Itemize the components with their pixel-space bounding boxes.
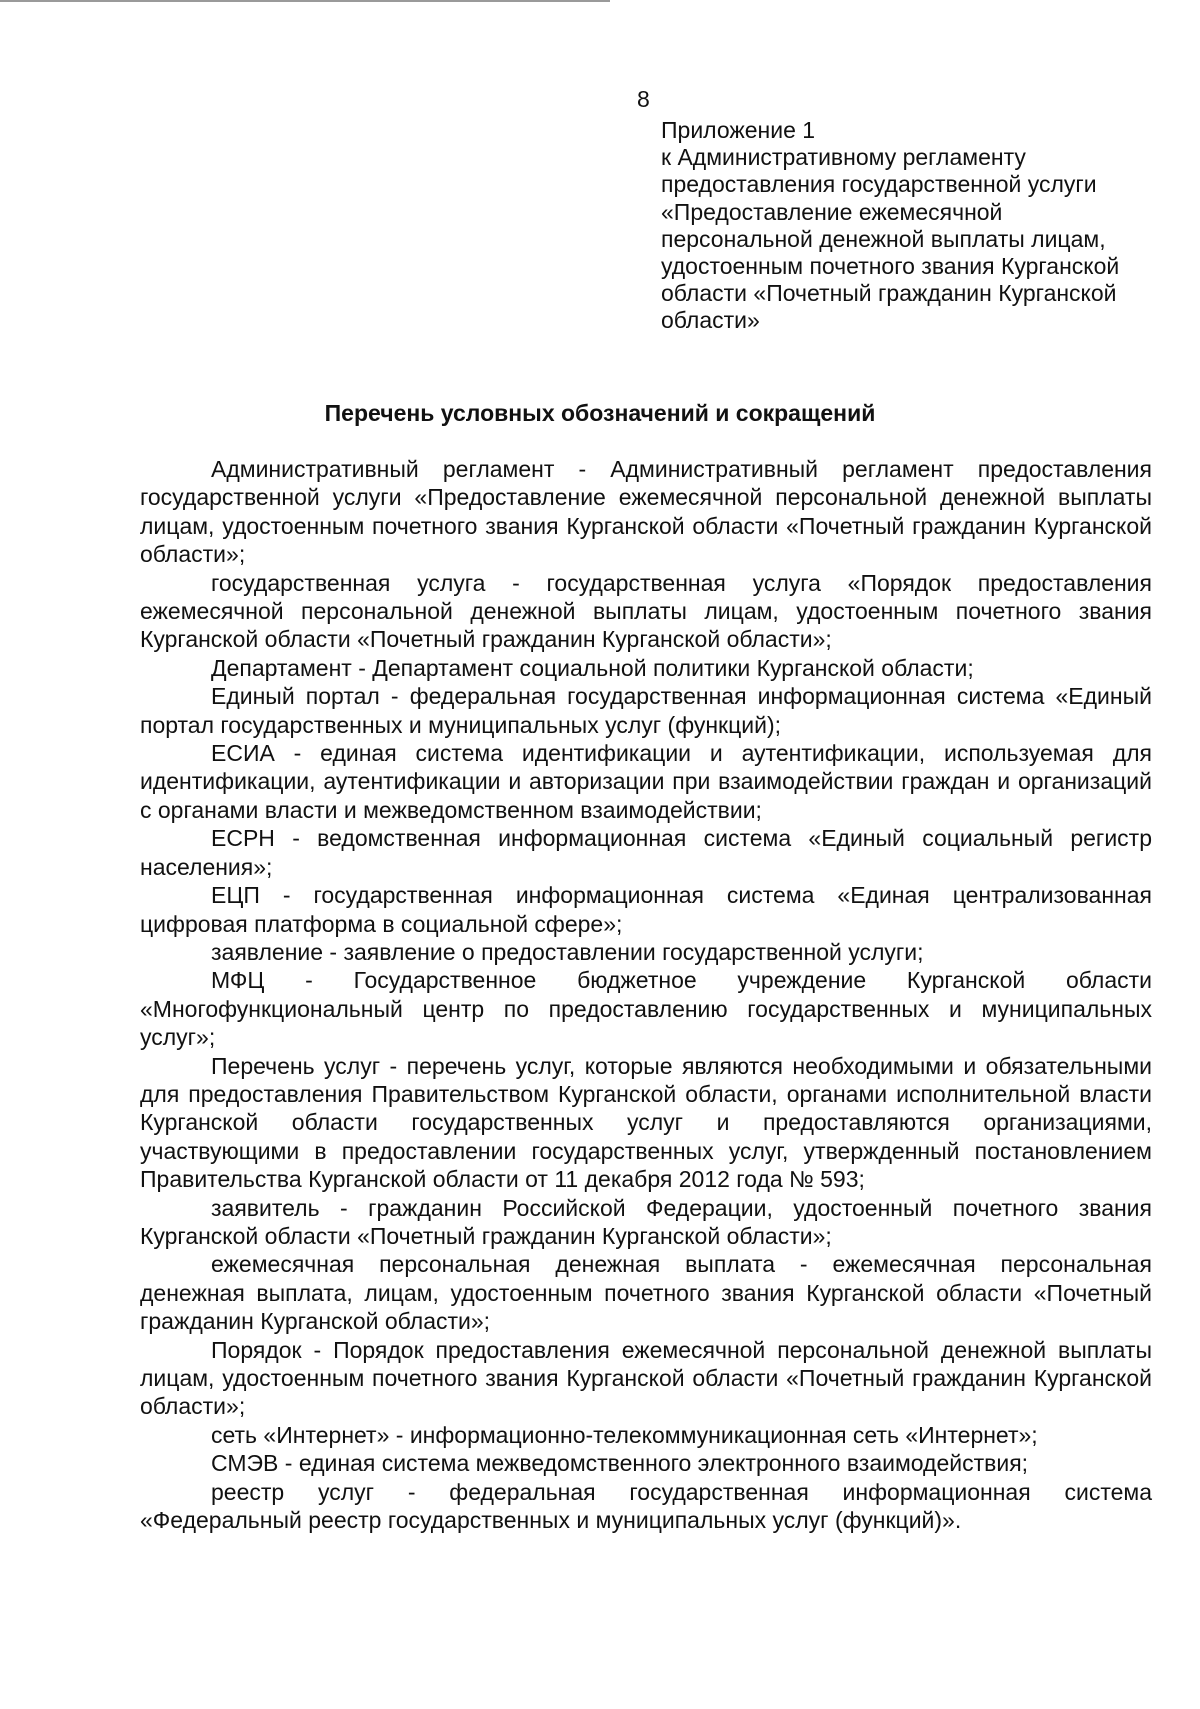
abbreviation-entry: Административный регламент - Административный регламент предоставления государственной услуги «Предоставление ежемесячной персональной денежной выплаты лицам, удостоенным почетного звания Курганской области «Почетный гражданин Курганской области»; (140, 456, 1152, 568)
appendix-line: «Предоставление ежемесячной (661, 198, 1003, 225)
appendix-header (661, 117, 1161, 335)
abbreviation-entry: Порядок - Порядок предоставления ежемесячной персональной денежной выплаты лицам, удостоенным почетного звания Курганской области «Почетный гражданин Курганской области»; (140, 1336, 1152, 1420)
abbreviation-entry: заявление - заявление о предоставлении государственной услуги; (211, 938, 924, 965)
abbreviation-entry: ежемесячная персональная денежная выплата - ежемесячная персональная денежная выплата, лицам, удостоенным почетного звания Курганской области «Почетный гражданин Курганской области»; (140, 1251, 1152, 1335)
abbreviation-entry: ЕСРН - ведомственная информационная система «Единый социальный регистр населения»; (140, 825, 1152, 880)
abbreviation-entry: МФЦ - Государственное бюджетное учреждение Курганской области «Многофункциональный центр по предоставлению государственных и муниципальных услуг»; (140, 967, 1152, 1051)
scan-edge-line (0, 0, 610, 2)
abbreviation-entry: заявитель - гражданин Российской Федерации, удостоенный почетного звания Курганской области «Почетный гражданин Курганской области»; (140, 1194, 1152, 1249)
appendix-line: персональной денежной выплаты лицам, (661, 225, 1106, 252)
abbreviation-entry: ЕЦП - государственная информационная система «Единая централизованная цифровая платформа в социальной сфере»; (140, 882, 1152, 937)
abbreviations-list (140, 455, 1152, 1534)
appendix-line: области» (661, 307, 760, 334)
abbreviation-entry: государственная услуга - государственная услуга «Порядок предоставления ежемесячной персональной денежной выплаты лицам, удостоенным почетного звания Курганской области «Почетный гражданин Курганской области»; (140, 569, 1152, 653)
abbreviation-entry: Перечень услуг - перечень услуг, которые являются необходимыми и обязательными для предоставления Правительством Курганской области, органами исполнительной власти Курганской области государственных услуг и предоставляются организациями, участвующими в предоставлении государственных услуг, утвержденный постановлением Правительства Курганской области от 11 декабря 2012 года № 593; (140, 1052, 1152, 1193)
appendix-line: области «Почетный гражданин Курганской (661, 280, 1117, 307)
appendix-line: Приложение 1 (661, 117, 816, 143)
appendix-line: удостоенным почетного звания Курганской (661, 253, 1120, 280)
abbreviation-entry: Департамент - Департамент социальной политики Курганской области; (211, 654, 974, 681)
abbreviation-entry: реестр услуг - федеральная государственная информационная система «Федеральный реестр государственных и муниципальных услуг (функций)». (140, 1478, 1152, 1534)
abbreviation-entry: СМЭВ - единая система межведомственного электронного взаимодействия; (211, 1450, 1029, 1477)
abbreviation-entry: сеть «Интернет» - информационно-телекоммуникационная сеть «Интернет»; (211, 1421, 1038, 1448)
abbreviation-entry: Единый портал - федеральная государственная информационная система «Единый портал государственных и муниципальных услуг (функций); (140, 683, 1152, 738)
appendix-line: к Административному регламенту (661, 144, 1026, 171)
abbreviation-entry: ЕСИА - единая система идентификации и аутентификации, используемая для идентификации, аутентификации и авторизации при взаимодействии граждан и организаций с органами власти и межведомственном взаимодействии; (140, 740, 1152, 823)
appendix-line: предоставления государственной услуги (661, 171, 1097, 198)
document-title: Перечень условных обозначений и сокращений (324, 400, 876, 426)
page-number: 8 (637, 86, 650, 112)
